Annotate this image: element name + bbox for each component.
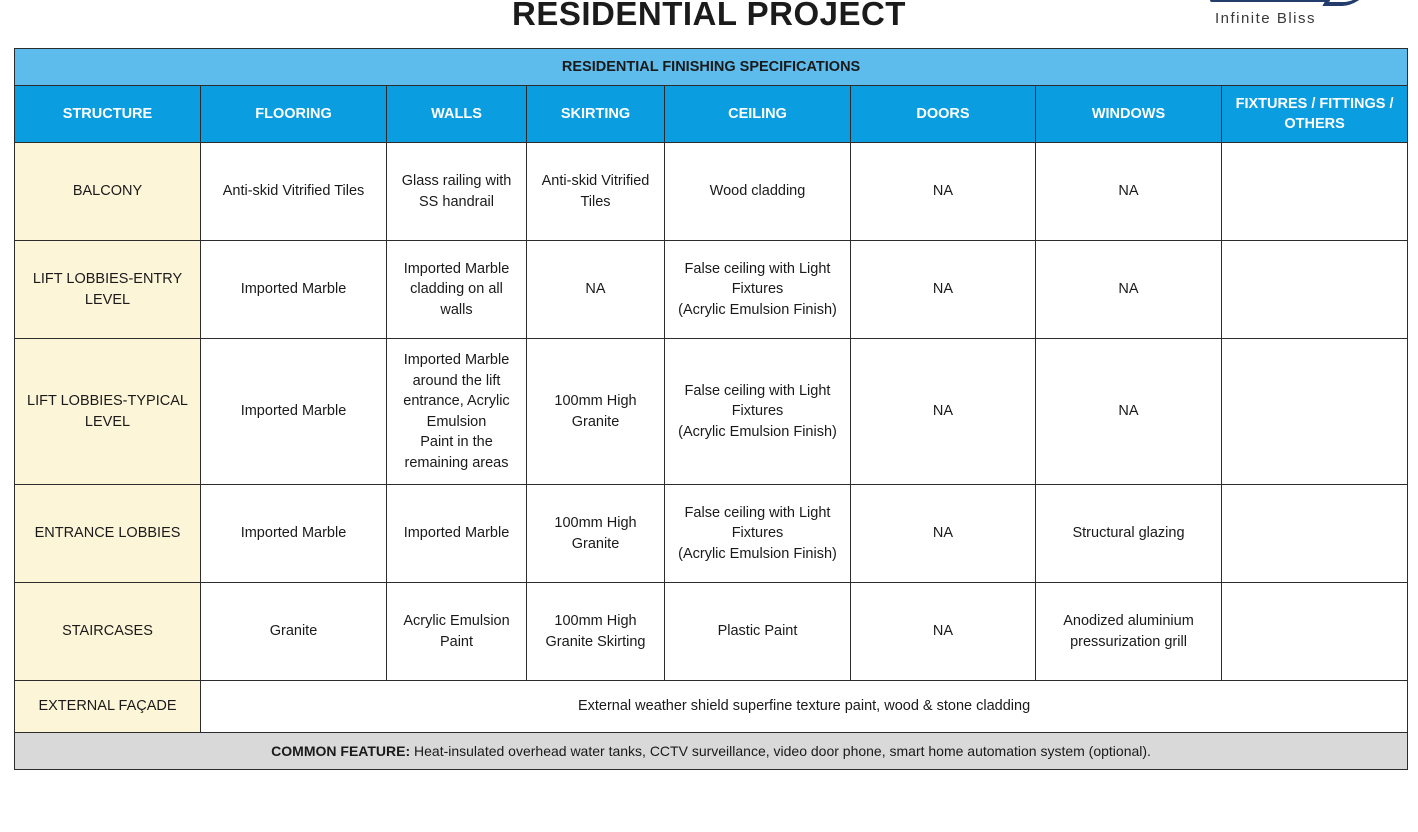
col-header-skirting: SKIRTING xyxy=(527,86,665,143)
cell-windows: NA xyxy=(1036,241,1222,339)
cell-flooring: Imported Marble xyxy=(201,241,387,339)
cell-fixtures xyxy=(1222,143,1408,241)
table-row xyxy=(15,583,1408,681)
brand-tagline: Infinite Bliss xyxy=(1214,10,1316,27)
common-feature-label: COMMON FEATURE: xyxy=(271,742,411,759)
cell-walls: Glass railing with SS handrail xyxy=(387,143,527,241)
ceiling-line-2: (Acrylic Emulsion Finish) xyxy=(678,423,837,440)
walls-line-1: Imported Marble around the lift entrance, Acrylic Emulsion xyxy=(403,352,510,430)
common-feature-row xyxy=(15,733,1408,770)
table-banner: RESIDENTIAL FINISHING SPECIFICATIONS xyxy=(15,49,1408,86)
table-banner-row xyxy=(15,49,1408,86)
cell-doors: NA xyxy=(851,485,1036,583)
facade-row xyxy=(15,681,1408,733)
row-structure: EXTERNAL FAÇADE xyxy=(15,681,201,733)
table-row xyxy=(15,143,1408,241)
cell-skirting: 100mm High Granite xyxy=(527,485,665,583)
cell-walls xyxy=(387,339,527,485)
col-header-flooring: FLOORING xyxy=(201,86,387,143)
col-header-fixtures: FIXTURES / FITTINGS / OTHERS xyxy=(1222,86,1408,143)
cell-fixtures xyxy=(1222,583,1408,681)
cell-skirting: Anti-skid Vitrified Tiles xyxy=(527,143,665,241)
cell-walls: Imported Marble xyxy=(387,485,527,583)
page-title: RESIDENTIAL PROJECT xyxy=(512,0,906,32)
cell-skirting: 100mm High Granite xyxy=(527,339,665,485)
finishing-spec-table xyxy=(14,48,1408,770)
col-header-ceiling: CEILING xyxy=(665,86,851,143)
cell-fixtures xyxy=(1222,339,1408,485)
cell-skirting: 100mm High Granite Skirting xyxy=(527,583,665,681)
col-header-walls: WALLS xyxy=(387,86,527,143)
facade-value: External weather shield superfine texture paint, wood & stone cladding xyxy=(201,681,1408,733)
cell-skirting: NA xyxy=(527,241,665,339)
cell-flooring: Granite xyxy=(201,583,387,681)
cell-windows: NA xyxy=(1036,143,1222,241)
cell-ceiling: Plastic Paint xyxy=(665,583,851,681)
logo-bar-icon xyxy=(1210,0,1330,2)
row-structure: LIFT LOBBIES-TYPICAL LEVEL xyxy=(15,339,201,485)
cell-flooring: Anti-skid Vitrified Tiles xyxy=(201,143,387,241)
cell-flooring: Imported Marble xyxy=(201,485,387,583)
table-row xyxy=(15,485,1408,583)
column-header-row xyxy=(15,86,1408,143)
cell-doors: NA xyxy=(851,339,1036,485)
table-row xyxy=(15,339,1408,485)
cell-doors: NA xyxy=(851,583,1036,681)
cell-ceiling: Wood cladding xyxy=(665,143,851,241)
ceiling-line-1: False ceiling with Light Fixtures xyxy=(684,382,831,420)
ceiling-line-1: False ceiling with Light Fixtures xyxy=(684,504,831,542)
col-header-structure: STRUCTURE xyxy=(15,86,201,143)
cell-doors: NA xyxy=(851,143,1036,241)
brand-logo xyxy=(1190,0,1390,27)
cell-doors: NA xyxy=(851,241,1036,339)
cell-walls: Imported Marble cladding on all walls xyxy=(387,241,527,339)
col-header-doors: DOORS xyxy=(851,86,1036,143)
cell-fixtures xyxy=(1222,241,1408,339)
cell-windows: NA xyxy=(1036,339,1222,485)
ceiling-line-1: False ceiling with Light Fixtures xyxy=(684,260,831,298)
common-feature-value: Heat-insulated overhead water tanks, CCTV surveillance, video door phone, smart home automation system (optional). xyxy=(410,742,1151,759)
walls-line-2: Paint in the remaining areas xyxy=(404,434,509,471)
common-feature xyxy=(15,733,1408,770)
cell-walls: Acrylic Emulsion Paint xyxy=(387,583,527,681)
ceiling-line-2: (Acrylic Emulsion Finish) xyxy=(678,545,837,562)
row-structure: ENTRANCE LOBBIES xyxy=(15,485,201,583)
logo-swoosh-icon xyxy=(1322,0,1372,6)
ceiling-line-2: (Acrylic Emulsion Finish) xyxy=(678,301,837,318)
logo-mark-icon xyxy=(1190,0,1390,6)
row-structure: LIFT LOBBIES-ENTRY LEVEL xyxy=(15,241,201,339)
row-structure: BALCONY xyxy=(15,143,201,241)
cell-fixtures xyxy=(1222,485,1408,583)
cell-flooring: Imported Marble xyxy=(201,339,387,485)
row-structure: STAIRCASES xyxy=(15,583,201,681)
cell-windows: Structural glazing xyxy=(1036,485,1222,583)
cell-ceiling xyxy=(665,241,851,339)
cell-ceiling xyxy=(665,485,851,583)
col-header-windows: WINDOWS xyxy=(1036,86,1222,143)
cell-ceiling xyxy=(665,339,851,485)
table-row xyxy=(15,241,1408,339)
cell-windows: Anodized aluminium pressurization grill xyxy=(1036,583,1222,681)
